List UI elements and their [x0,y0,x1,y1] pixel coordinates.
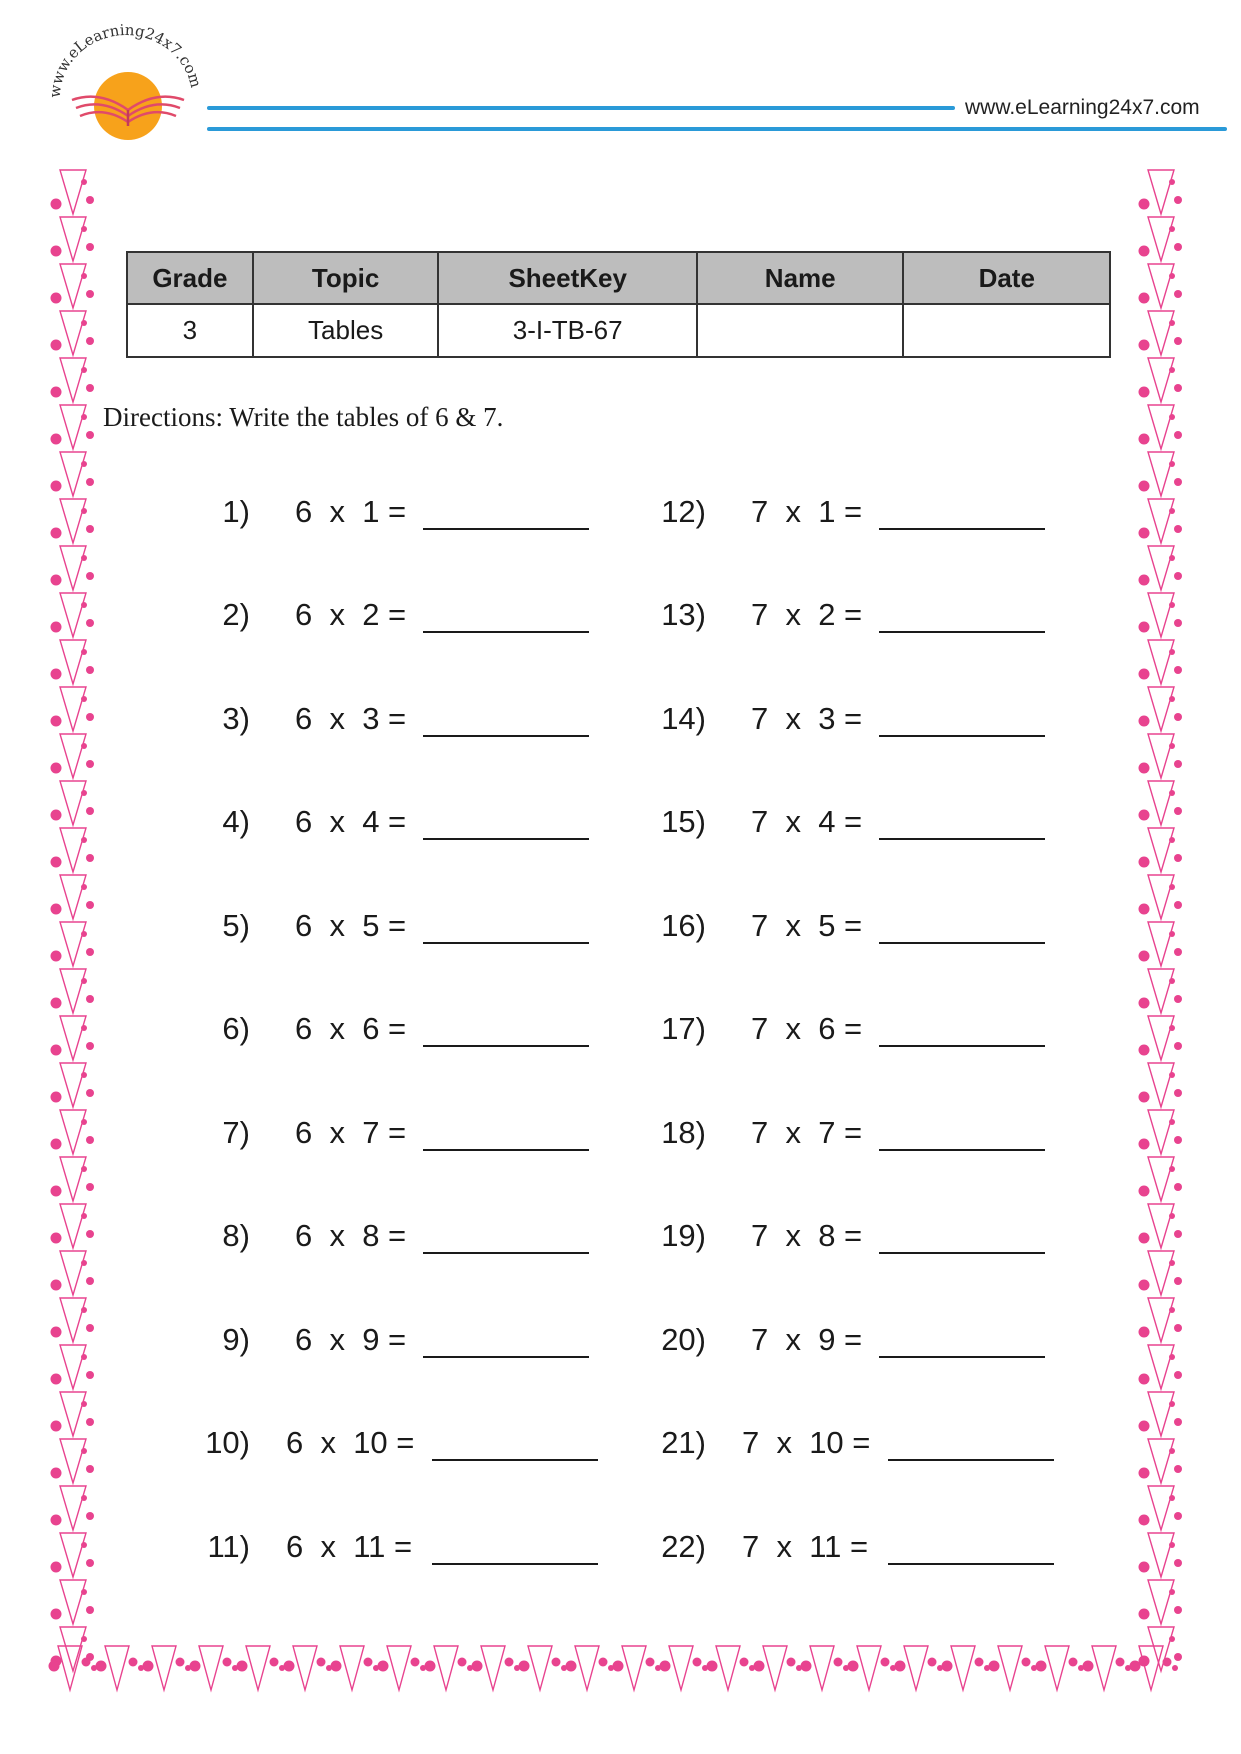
question-expression: 6 x 8 = [295,1218,407,1253]
answer-blank[interactable] [423,1252,589,1254]
question-number: 17) [661,1011,706,1046]
question-number: 19) [661,1218,706,1253]
question-expression: 7 x 7 = [751,1115,863,1150]
question-row [636,908,1066,948]
answer-blank[interactable] [432,1459,598,1461]
answer-blank[interactable] [423,838,589,840]
question-number: 5) [222,908,250,943]
date-header: Date [903,252,1110,304]
question-expression: 7 x 6 = [751,1011,863,1046]
info-table-header-row [127,252,1110,304]
question-row [636,1218,1066,1258]
question-expression: 7 x 9 = [751,1322,863,1357]
question-row [180,1115,610,1155]
question-row [180,1011,610,1051]
answer-blank[interactable] [888,1459,1054,1461]
answer-blank[interactable] [879,838,1045,840]
question-number: 2) [222,597,250,632]
question-number: 9) [222,1322,250,1357]
question-row [180,1529,610,1569]
question-number: 14) [661,701,706,736]
question-row [180,1218,610,1258]
question-row [180,1425,610,1465]
question-row [180,804,610,844]
question-number: 6) [222,1011,250,1046]
question-expression: 7 x 8 = [751,1218,863,1253]
question-number: 7) [222,1115,250,1150]
question-row [636,1011,1066,1051]
question-row [180,701,610,741]
question-expression: 6 x 4 = [295,804,407,839]
answer-blank[interactable] [879,735,1045,737]
question-row [636,701,1066,741]
header-url: www.eLearning24x7.com [965,96,1200,119]
question-expression: 7 x 11 = [742,1529,869,1564]
question-number: 18) [661,1115,706,1150]
question-number: 12) [661,494,706,529]
question-row [180,1322,610,1362]
directions-text: Directions: Write the tables of 6 & 7. [103,402,504,432]
question-row [636,494,1066,534]
question-number: 10) [205,1425,250,1460]
question-row [636,1115,1066,1155]
date-field[interactable] [903,304,1110,357]
question-number: 15) [661,804,706,839]
answer-blank[interactable] [432,1563,598,1565]
answer-blank[interactable] [879,942,1045,944]
question-expression: 7 x 10 = [742,1425,871,1460]
answer-blank[interactable] [423,1045,589,1047]
name-field[interactable] [697,304,904,357]
question-row [180,908,610,948]
question-expression: 6 x 11 = [286,1529,413,1564]
answer-blank[interactable] [879,1356,1045,1358]
question-expression: 7 x 2 = [751,597,863,632]
info-table [126,251,1111,358]
question-expression: 6 x 1 = [295,494,407,529]
question-row [636,1322,1066,1362]
question-row [636,1425,1066,1465]
question-expression: 6 x 5 = [295,908,407,943]
answer-blank[interactable] [423,631,589,633]
logo-arc-text: www.eLearning24x7.com [45,20,206,99]
grade-value: 3 [127,304,253,357]
name-header: Name [697,252,904,304]
question-expression: 6 x 10 = [286,1425,415,1460]
question-number: 21) [661,1425,706,1460]
answer-blank[interactable] [423,735,589,737]
topic-value: Tables [253,304,439,357]
question-number: 4) [222,804,250,839]
answer-blank[interactable] [879,1045,1045,1047]
answer-blank[interactable] [423,942,589,944]
answer-blank[interactable] [879,1252,1045,1254]
answer-blank[interactable] [423,1356,589,1358]
answer-blank[interactable] [879,528,1045,530]
question-number: 3) [222,701,250,736]
answer-blank[interactable] [879,1149,1045,1151]
question-number: 20) [661,1322,706,1357]
question-expression: 7 x 1 = [751,494,863,529]
question-row [636,1529,1066,1569]
question-number: 1) [222,494,250,529]
answer-blank[interactable] [888,1563,1054,1565]
question-row [180,494,610,534]
question-expression: 7 x 3 = [751,701,863,736]
grade-header: Grade [127,252,253,304]
question-number: 22) [661,1529,706,1564]
answer-blank[interactable] [423,1149,589,1151]
answer-blank[interactable] [423,528,589,530]
question-number: 11) [207,1529,250,1564]
question-row [636,597,1066,637]
sheetkey-value: 3-I-TB-67 [438,304,697,357]
question-expression: 7 x 5 = [751,908,863,943]
question-expression: 7 x 4 = [751,804,863,839]
question-number: 13) [661,597,706,632]
question-number: 16) [661,908,706,943]
answer-blank[interactable] [879,631,1045,633]
question-row [636,804,1066,844]
question-expression: 6 x 6 = [295,1011,407,1046]
question-expression: 6 x 3 = [295,701,407,736]
question-expression: 6 x 9 = [295,1322,407,1357]
question-number: 8) [222,1218,250,1253]
question-expression: 6 x 7 = [295,1115,407,1150]
question-row [180,597,610,637]
info-table-value-row [127,304,1110,357]
sheetkey-header: SheetKey [438,252,697,304]
topic-header: Topic [253,252,439,304]
question-expression: 6 x 2 = [295,597,407,632]
